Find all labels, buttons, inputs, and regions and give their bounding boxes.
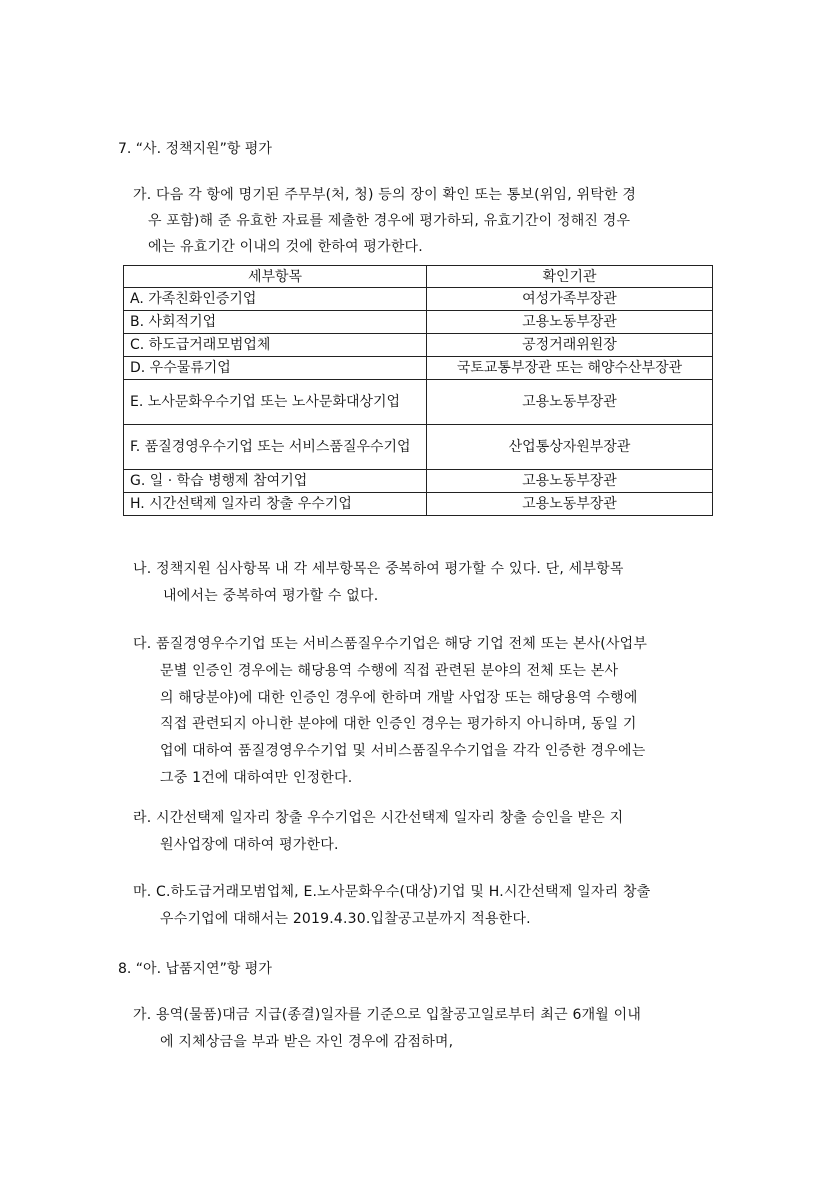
table-cell-item: C. 하도급거래모범업체 [124, 334, 427, 357]
section-7-heading: 7. “사. 정책지원”항 평가 [118, 141, 272, 157]
text-line: 내에서는 중복하여 평가할 수 없다. [163, 588, 379, 604]
text-line: 에는 유효기간 이내의 것에 한하여 평가한다. [148, 239, 423, 255]
table-header-agency: 확인기관 [427, 266, 713, 288]
table-header-item: 세부항목 [124, 266, 427, 288]
text-line: 에 지체상금을 부과 받은 자인 경우에 감점하며, [160, 1034, 454, 1050]
table-cell-item: B. 사회적기업 [124, 311, 427, 334]
text-line: 문별 인증인 경우에는 해당용역 수행에 직접 관련된 분야의 전체 또는 본사 [160, 663, 619, 679]
text-line: 다. 품질경영우수기업 또는 서비스품질우수기업은 해당 기업 전체 또는 본사(사업부 [133, 636, 648, 652]
table-cell-item: F. 품질경영우수기업 또는 서비스품질우수기업 [124, 425, 427, 470]
table-row [124, 380, 713, 425]
confirmation-table [123, 265, 713, 516]
text-line: 나. 정책지원 심사항목 내 각 세부항목은 중복하여 평가할 수 있다. 단, 세부항목 [133, 561, 624, 577]
text-line: 라. 시간선택제 일자리 창출 우수기업은 시간선택제 일자리 창출 승인을 받은 지 [133, 810, 624, 826]
table-cell-agency: 고용노동부장관 [427, 493, 713, 516]
text-line: 우 포함)해 준 유효한 자료를 제출한 경우에 평가하되, 유효기간이 정해진 경우 [148, 213, 631, 229]
table-row [124, 425, 713, 470]
text-line: 직접 관련되지 아니한 분야에 대한 인증인 경우는 평가하지 아니하며, 동일 기 [160, 716, 637, 732]
text-line: 마. C.하도급거래모범업체, E.노사문화우수(대상)기업 및 H.시간선택제 일자리 창출 [133, 884, 651, 900]
table-row [124, 357, 713, 380]
table-cell-agency: 국토교통부장관 또는 해양수산부장관 [427, 357, 713, 380]
table-cell-item: D. 우수물류기업 [124, 357, 427, 380]
table-cell-agency: 공정거래위원장 [427, 334, 713, 357]
text-line: 업에 대하여 품질경영우수기업 및 서비스품질우수기업을 각각 인증한 경우에는 [160, 743, 646, 759]
table-cell-agency: 고용노동부장관 [427, 380, 713, 425]
section-8-heading: 8. “아. 납품지연”항 평가 [118, 961, 272, 977]
table-cell-agency: 산업통상자원부장관 [427, 425, 713, 470]
table-row [124, 288, 713, 311]
table-cell-agency: 고용노동부장관 [427, 311, 713, 334]
text-line: 가. 용역(물품)대금 지급(종결)일자를 기준으로 입찰공고일로부터 최근 6개월 이내 [133, 1007, 642, 1023]
table-cell-item: A. 가족친화인증기업 [124, 288, 427, 311]
text-line: 원사업장에 대하여 평가한다. [160, 837, 339, 853]
table-cell-item: H. 시간선택제 일자리 창출 우수기업 [124, 493, 427, 516]
table-row [124, 311, 713, 334]
table-cell-agency: 여성가족부장관 [427, 288, 713, 311]
table-row [124, 493, 713, 516]
table-row [124, 334, 713, 357]
table-cell-agency: 고용노동부장관 [427, 470, 713, 493]
table-cell-item: G. 일 · 학습 병행제 참여기업 [124, 470, 427, 493]
text-line: 그중 1건에 대하여만 인정한다. [160, 770, 353, 786]
text-line: 의 해당분야)에 대한 인증인 경우에 한하며 개발 사업장 또는 해당용역 수행에 [160, 690, 638, 706]
table-cell-item: E. 노사문화우수기업 또는 노사문화대상기업 [124, 380, 427, 425]
text-line: 가. 다음 각 항에 명기된 주무부(처, 청) 등의 장이 확인 또는 통보(위임, 위탁한 경 [133, 187, 637, 203]
table-row [124, 470, 713, 493]
text-line: 우수기업에 대해서는 2019.4.30.입찰공고분까지 적용한다. [160, 911, 531, 927]
